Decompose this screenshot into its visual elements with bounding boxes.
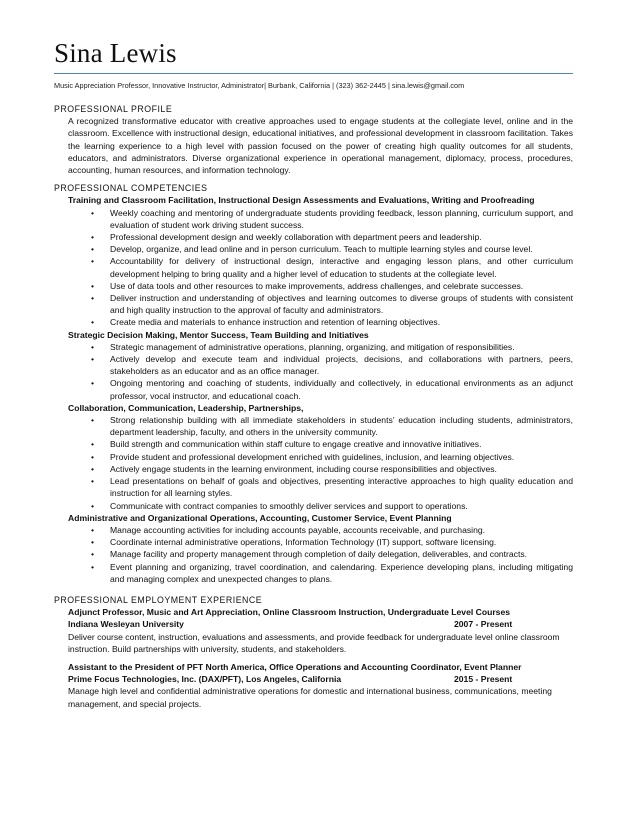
resume-body (54, 103, 573, 710)
bullet-icon: • (91, 341, 95, 352)
list-item: • Communicate with contract companies to smoothly deliver services and support to operations. (91, 500, 468, 511)
competency-group-title: Administrative and Organizational Operations, Accounting, Customer Service, Event Planning (68, 512, 452, 523)
bullet-icon: • (91, 524, 95, 535)
candidate-name: Sina Lewis (54, 38, 177, 68)
bullet-icon: • (91, 280, 95, 291)
list-item: • Strategic management of administrative operations, planning, organizing, and mitigation of responsibilities. (91, 341, 515, 352)
list-item: • Develop, organize, and lead online and in person curriculum. Teach to multiple learning styles and course level. (91, 244, 533, 255)
list-item: • Coordinate internal administrative operations, Information Technology (IT) support, software licensing. (91, 537, 497, 548)
bullet-icon: • (91, 293, 95, 304)
bullet-icon: • (91, 451, 95, 462)
competency-list (54, 524, 573, 585)
job-company-row (68, 618, 573, 630)
list-item: • Manage facility and property management through completion of daily delegation, deliverables, and contracts. (91, 549, 528, 560)
job-description: Manage high level and confidential administrative operations for domestic and international business, communications, meeting management, and special projects. (68, 686, 552, 709)
job-title: Assistant to the President of PFT North America, Office Operations and Accounting Coordinator, Event Planner (68, 661, 522, 672)
list-item: • Strong relationship building with all immediate stakeholders in students’ education including students, administrators, department leadership, faculty, and others in the university community. (91, 415, 573, 438)
bullet-icon: • (91, 537, 95, 548)
header-divider (54, 73, 573, 74)
job-company: Indiana Wesleyan University (68, 619, 184, 630)
section-heading-competencies: PROFESSIONAL COMPETENCIES (54, 183, 208, 194)
section-heading-profile: PROFESSIONAL PROFILE (54, 104, 173, 114)
section-heading-experience: PROFESSIONAL EMPLOYMENT EXPERIENCE (54, 594, 263, 605)
list-item: • Create media and materials to enhance instruction and retention of learning objectives. (91, 317, 441, 328)
list-item: • Lead presentations on behalf of goals and objectives, presenting interactive approaches to high quality education and instruction for all learning styles. (91, 476, 573, 499)
bullet-icon: • (91, 354, 95, 365)
bullet-icon: • (91, 500, 95, 511)
job-dates: 2015 - Present (454, 674, 513, 685)
competency-group-title: Training and Classroom Facilitation, Instructional Design Assessments and Evaluations, Writing and Proofreading (68, 195, 535, 206)
bullet-icon: • (91, 415, 95, 426)
list-item: • Use of data tools and other resources to make improvements, address challenges, and celebrate successes. (91, 280, 524, 291)
list-item: • Actively develop and execute team and individual projects, decisions, and collaborations with partners, peers, stakeholders as an educator and as an office manager. (91, 354, 573, 377)
contact-line: Music Appreciation Professor, Innovative Instructor, Administrator| Burbank, California | (323) 362-2445 | sina.lewis@gmail.com (54, 81, 465, 90)
competency-list (54, 207, 573, 329)
bullet-icon: • (91, 244, 95, 255)
list-item: • Weekly coaching and mentoring of undergraduate students providing feedback, lesson planning, curriculum support, and evaluation of student work driving student success. (91, 207, 573, 230)
list-item: • Ongoing mentoring and coaching of students, individually and collectively, in educational environments as an adjunct professor, vocal instructor, and educational coach. (91, 378, 573, 401)
list-item: • Deliver instruction and understanding of objectives and learning outcomes to diverse groups of students with consistent and high quality instruction to the approval of faculty and administrators. (91, 293, 573, 316)
bullet-icon: • (91, 232, 95, 243)
job-company-row (68, 673, 573, 685)
competency-list (54, 414, 573, 512)
bullet-icon: • (91, 378, 95, 389)
competency-group-title: Strategic Decision Making, Mentor Success, Team Building and Initiatives (68, 329, 369, 340)
list-item: • Provide student and professional development enriched with guidelines, inclusion, and learning objectives. (91, 451, 515, 462)
list-item: • Build strength and communication within staff culture to engage creative and innovative initiatives. (91, 439, 482, 450)
bullet-icon: • (91, 207, 95, 218)
job-title: Adjunct Professor, Music and Art Appreciation, Online Classroom Instruction, Undergraduate Level Courses (68, 607, 511, 618)
profile-text: A recognized transformative educator with creative approaches used to engage students at the collegiate level, online and in the classroom. Excellence with instructional design, educational initiatives, and professional development in classroom facilitation. Takes the learning experience to a high level with passion focused on the power of creating high quality outcomes for all students, educators, and administrators. Diverse organizational experience in operational management, diplomacy, process, procedures, accounting, human resources, and information technology. (68, 116, 573, 176)
competencies-section (54, 182, 573, 585)
bullet-icon: • (91, 549, 95, 560)
job-description: Deliver course content, instruction, evaluations and assessments, and provide feedback for undergraduate level online classroom instruction. Build partnerships with university, students, and stakeholders. (68, 631, 560, 654)
job-dates: 2007 - Present (454, 619, 513, 630)
bullet-icon: • (91, 317, 95, 328)
experience-section (54, 594, 573, 710)
job-entry (68, 661, 573, 710)
competency-group-title: Collaboration, Communication, Leadership, Partnerships, (68, 402, 304, 413)
profile-section (54, 103, 573, 176)
list-item: • Actively engage students in the learning environment, including course responsibilities and objectives. (91, 463, 497, 474)
bullet-icon: • (91, 256, 95, 267)
bullet-icon: • (91, 476, 95, 487)
list-item: • Event planning and organizing, travel coordination, and calendaring. Experience developing plans, including mitigating and managing complex and unexpected changes to plans. (91, 561, 573, 584)
job-entry (68, 606, 573, 655)
job-company: Prime Focus Technologies, Inc. (DAX/PFT), Los Angeles, California (68, 674, 342, 685)
bullet-icon: • (91, 463, 95, 474)
bullet-icon: • (91, 561, 95, 572)
list-item: • Manage accounting activities for including accounts payable, accounts receivable, and purchasing. (91, 524, 486, 535)
list-item: • Professional development design and weekly collaboration with department peers and leadership. (91, 232, 482, 243)
competency-list (54, 341, 573, 402)
list-item: • Accountability for delivery of instructional design, interactive and engaging lesson plans, and other curriculum development helping to bring quality and a higher level of education to students at the collegiate level. (91, 256, 573, 279)
bullet-icon: • (91, 439, 95, 450)
